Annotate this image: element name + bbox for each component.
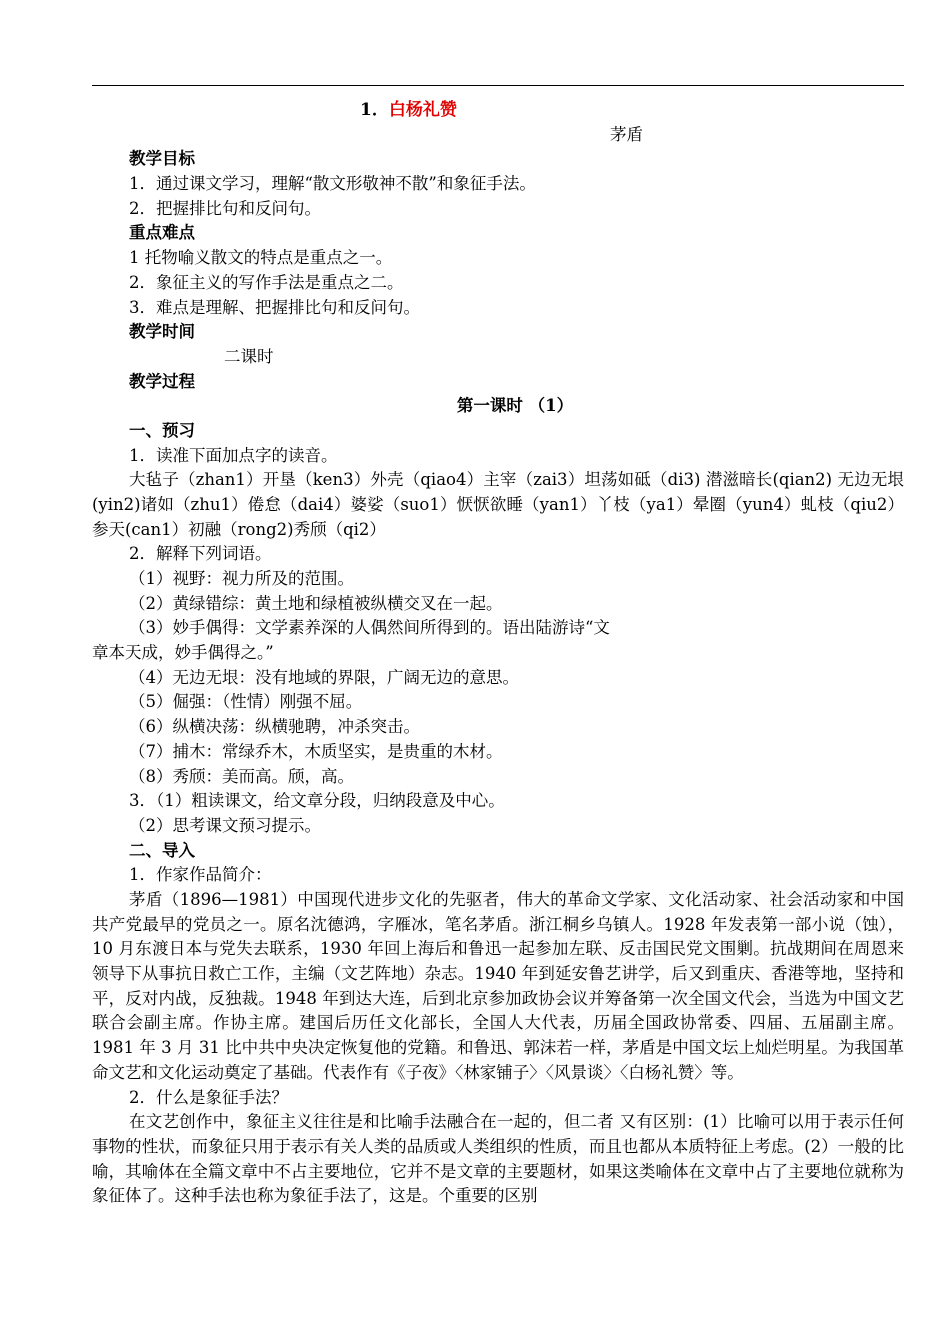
vocab-item: （1）视野：视力所及的范围。: [129, 569, 354, 588]
header-rule: [92, 85, 904, 86]
time-value: 二课时: [224, 346, 274, 366]
vocab-item-continued: 章本天成，妙手偶得之。”: [92, 643, 274, 663]
title-text: 白杨礼赞: [388, 100, 457, 120]
intro-heading: 二、导入: [129, 840, 195, 860]
goals-heading: 教学目标: [129, 149, 195, 169]
title-number: 1．: [360, 100, 389, 120]
symbolism-paragraph: 在文艺创作中，象征主义往往是和比喻手法融合在一起的，但二者 又有区别：(1）比喻可以用于表示任何事物的性状，而象征只用于表示有关人类的品质或人类组织的性质，而且也都从本质特征上考虑。(2）一般的比喻，其喻体在全篇文章中不占主要地位，它并不是文章的主要题材，如果这类喻体在文章中占了主要地位就称为象征体了。这种手法也称为象征手法了，这是。个重要的区别: [92, 1112, 904, 1206]
preview-heading: 一、预习: [129, 420, 195, 440]
preview-item: 3．（1）粗读课文，给文章分段，归纳段意及中心。: [129, 791, 505, 811]
document-body: [92, 98, 904, 1209]
author-name: 茅盾: [610, 124, 643, 144]
difficulty-item: 3．难点是理解、把握排比句和反问句。: [129, 297, 420, 317]
intro-item: 2．什么是象征手法？: [129, 1087, 288, 1107]
vocab-item: （8）秀颀：美而高。颀，高。: [129, 766, 354, 786]
preview-item: 1．读准下面加点字的读音。: [129, 445, 338, 465]
time-heading: 教学时间: [129, 322, 195, 342]
pinyin-paragraph: 大毡子（zhan1）开垦（ken3）外壳（qiao4）主宰（zai3）坦荡如砥（di3) 潜滋暗长(qian2) 无边无垠(yin2)诸如（zhu1）倦怠（dai4）婆娑（suo1）恹恹欲睡（yan1）丫枝（ya1）晕圈（yun4）虬枝（qiu2）参天(can1）初融（rong2)秀颀（qi2）: [92, 470, 904, 539]
preview-item: （2）思考课文预习提示。: [129, 815, 321, 835]
goal-item: 2．把握排比句和反问句。: [129, 198, 321, 218]
author-bio-paragraph: 茅盾（1896—1981）中国现代进步文化的先驱者，伟大的革命文学家、文化活动家、社会活动家和中国共产党最早的党员之一。原名沈德鸿，字雁冰，笔名茅盾。浙江桐乡乌镇人。1928 年发表第一部小说（蚀），10 月东渡日本与党失去联系，1930 年回上海后和鲁迅一起参加左联、反击国民党文围剿。抗战期间在周恩来领导下从事抗日救亡工作，主编（文艺阵地）杂志。1940 年到延安鲁艺讲学，后又到重庆、香港等地，坚持和平，反对内战，反独裁。1948 年到达大连，后到北京参加政协会议并筹备第一次全国文代会，当选为中国文艺联合会副主席。作协主席。建国后历任文化部长，全国人大代表，历届全国政协常委、四届、五届副主席。1981 年 3 月 31 比中共中央决定恢复他的党籍。和鲁迅、郭沫若一样，茅盾是中国文坛上灿烂明星。为我国革命文艺和文化运动奠定了基础。代表作有《子夜》〈林家铺子〉〈风景谈〉〈白杨礼赞〉等。: [92, 889, 904, 1082]
document-title: [92, 98, 904, 123]
vocab-item: （2）黄绿错综：黄土地和绿植被纵横交叉在一起。: [129, 593, 503, 613]
preview-item: 2．解释下列词语。: [129, 544, 272, 564]
intro-item: 1．作家作品简介：: [129, 865, 272, 885]
difficulty-heading: 重点难点: [129, 223, 195, 243]
vocab-item: （3）妙手偶得：文学素养深的人偶然间所得到的。语出陆游诗“文: [129, 618, 610, 638]
vocab-item: （5）倔强：（性情）刚强不屈。: [129, 692, 363, 712]
difficulty-item: 2．象征主义的写作手法是重点之二。: [129, 272, 404, 292]
vocab-item: （4）无边无垠：没有地域的界限，广阔无边的意思。: [129, 667, 519, 687]
goal-item: 1．通过课文学习，理解“散文形敬神不散”和象征手法。: [129, 174, 536, 194]
vocab-item: （7）捕木：常绿乔木，木质坚实，是贵重的木材。: [129, 741, 503, 761]
process-heading: 教学过程: [129, 371, 195, 391]
difficulty-item: 1 托物喻义散文的特点是重点之一。: [129, 248, 393, 268]
vocab-item: （6）纵横决荡：纵横驰聘，冲杀突击。: [129, 717, 420, 737]
lesson-heading: 第一课时 （1）: [456, 396, 574, 416]
